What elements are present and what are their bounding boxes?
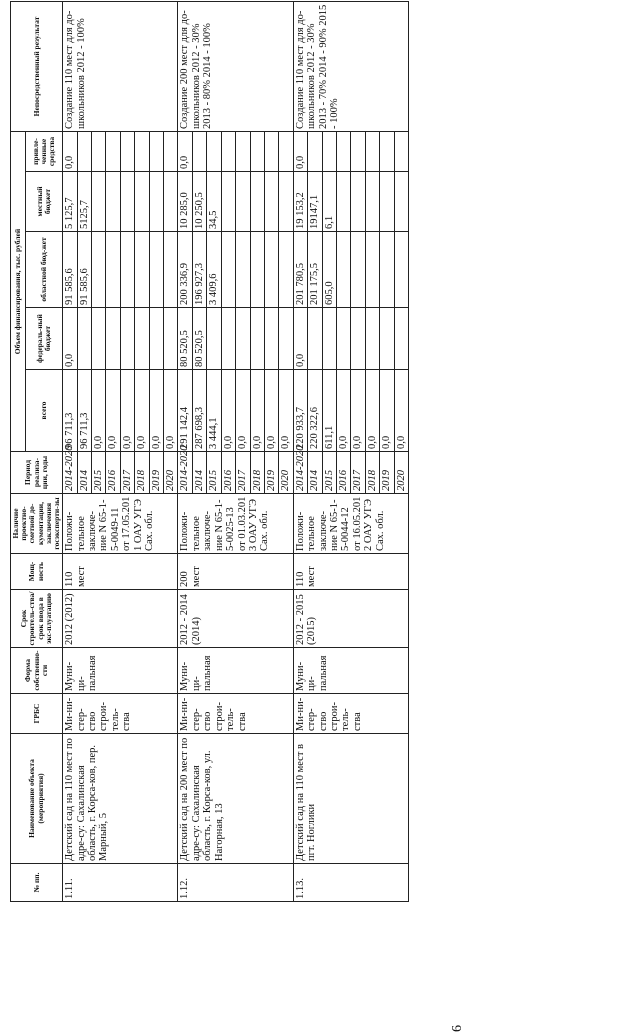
capacity-cell: 110 мест [293, 554, 408, 590]
local-amount-cell [120, 172, 134, 232]
period-year-cell: 2014-2020 [178, 452, 192, 494]
local-amount-cell [135, 172, 149, 232]
federal-amount-cell: 0,0 [293, 308, 307, 370]
program-objects-table [10, 1, 409, 902]
period-year-cell: 2014 [77, 452, 91, 494]
total-amount-cell: 0,0 [351, 370, 365, 452]
attracted-amount-cell [380, 131, 394, 171]
federal-amount-cell [92, 308, 106, 370]
header-result: Непосредственный результат [11, 1, 63, 131]
regional-amount-cell: 201 175,5 [308, 232, 322, 308]
local-amount-cell [250, 172, 264, 232]
attracted-amount-cell [164, 131, 178, 171]
table-row [178, 1, 192, 901]
total-amount-cell: 0,0 [120, 370, 134, 452]
total-amount-cell: 96 711,3 [77, 370, 91, 452]
header-grbs: ГРБС [11, 694, 63, 734]
period-year-cell: 2014 [192, 452, 206, 494]
federal-amount-cell: 80 520,5 [192, 308, 206, 370]
federal-amount-cell [279, 308, 293, 370]
regional-amount-cell [164, 232, 178, 308]
period-year-cell: 2014 [308, 452, 322, 494]
local-amount-cell [92, 172, 106, 232]
header-local: местный бюджет [26, 172, 63, 232]
local-amount-cell: 10 285,0 [178, 172, 192, 232]
attracted-amount-cell [336, 131, 350, 171]
period-year-cell: 2019 [149, 452, 163, 494]
regional-amount-cell: 196 927,3 [192, 232, 206, 308]
federal-amount-cell [322, 308, 336, 370]
attracted-amount-cell [221, 131, 235, 171]
regional-amount-cell: 605,0 [322, 232, 336, 308]
table-row [63, 1, 77, 901]
attracted-amount-cell [365, 131, 379, 171]
attracted-amount-cell: 0,0 [293, 131, 307, 171]
local-amount-cell [365, 172, 379, 232]
federal-amount-cell [236, 308, 250, 370]
federal-amount-cell [77, 308, 91, 370]
federal-amount-cell [351, 308, 365, 370]
federal-amount-cell [120, 308, 134, 370]
period-year-cell: 2016 [106, 452, 120, 494]
local-amount-cell: 5125,7 [77, 172, 91, 232]
rotated-table-area [10, 2, 630, 1032]
federal-amount-cell [264, 308, 278, 370]
local-amount-cell: 5 125,7 [63, 172, 77, 232]
regional-amount-cell [221, 232, 235, 308]
period-year-cell: 2020 [394, 452, 408, 494]
header-total: всего [26, 370, 63, 452]
local-amount-cell [264, 172, 278, 232]
period-year-cell: 2020 [164, 452, 178, 494]
period-year-cell: 2020 [279, 452, 293, 494]
federal-amount-cell [250, 308, 264, 370]
capacity-cell: 110 мест [63, 554, 178, 590]
documentation-cell: Положи-тельное заключе-ние N 65-1-5-0049-11 от 17.05.201 1 ОАУ УГЭ Сах. обл. [63, 494, 178, 554]
period-year-cell: 2014-2020 [293, 452, 307, 494]
federal-amount-cell [149, 308, 163, 370]
total-amount-cell: 611,1 [322, 370, 336, 452]
table-body [63, 1, 409, 901]
period-year-cell: 2019 [380, 452, 394, 494]
result-cell: Создание 110 мест для до-школьников 2012 - 100% [63, 1, 178, 131]
result-cell: Создание 110 мест для до-школьников 2012 - 30% 2013 - 70% 2014 - 90% 2015 - 100% [293, 1, 408, 131]
page-number: 6 [450, 1025, 465, 1032]
attracted-amount-cell: 0,0 [178, 131, 192, 171]
total-amount-cell: 220 322,6 [308, 370, 322, 452]
attracted-amount-cell [394, 131, 408, 171]
row-number-cell: 1.12. [178, 864, 293, 902]
federal-amount-cell [394, 308, 408, 370]
local-amount-cell [279, 172, 293, 232]
attracted-amount-cell [135, 131, 149, 171]
attracted-amount-cell [92, 131, 106, 171]
period-year-cell: 2015 [207, 452, 221, 494]
attracted-amount-cell [77, 131, 91, 171]
capacity-cell: 200 мест [178, 554, 293, 590]
total-amount-cell: 0,0 [264, 370, 278, 452]
regional-amount-cell [380, 232, 394, 308]
term-cell: 2012 (2012) [63, 590, 178, 648]
header-row-1 [11, 1, 26, 901]
header-federal: федераль-ный бюджет [26, 308, 63, 370]
period-year-cell: 2017 [236, 452, 250, 494]
local-amount-cell [164, 172, 178, 232]
attracted-amount-cell: 0,0 [63, 131, 77, 171]
header-regional: областной бюд-жет [26, 232, 63, 308]
term-cell: 2012 - 2014 (2014) [178, 590, 293, 648]
total-amount-cell: 0,0 [164, 370, 178, 452]
federal-amount-cell [106, 308, 120, 370]
attracted-amount-cell [149, 131, 163, 171]
regional-amount-cell [264, 232, 278, 308]
attracted-amount-cell [250, 131, 264, 171]
period-year-cell: 2019 [264, 452, 278, 494]
regional-amount-cell [106, 232, 120, 308]
total-amount-cell: 0,0 [106, 370, 120, 452]
period-year-cell: 2014-2020 [63, 452, 77, 494]
row-number-cell: 1.11. [63, 864, 178, 902]
regional-amount-cell: 91 585,6 [63, 232, 77, 308]
federal-amount-cell: 80 520,5 [178, 308, 192, 370]
federal-amount-cell: 0,0 [63, 308, 77, 370]
local-amount-cell [221, 172, 235, 232]
row-number-cell: 1.13. [293, 864, 408, 902]
period-year-cell: 2015 [92, 452, 106, 494]
federal-amount-cell [380, 308, 394, 370]
local-amount-cell [380, 172, 394, 232]
local-amount-cell: 10 250,5 [192, 172, 206, 232]
attracted-amount-cell [120, 131, 134, 171]
ownership-cell: Муни-ци-пальная [178, 648, 293, 694]
ownership-cell: Муни-ци-пальная [63, 648, 178, 694]
object-name-cell: Детский сад на 110 мест в пгт. Ноглики [293, 734, 408, 864]
period-year-cell: 2018 [250, 452, 264, 494]
total-amount-cell: 0,0 [149, 370, 163, 452]
regional-amount-cell [351, 232, 365, 308]
ownership-cell: Муни-ци-пальная [293, 648, 408, 694]
local-amount-cell [236, 172, 250, 232]
total-amount-cell: 0,0 [336, 370, 350, 452]
total-amount-cell: 0,0 [236, 370, 250, 452]
federal-amount-cell [365, 308, 379, 370]
federal-amount-cell [308, 308, 322, 370]
local-amount-cell [149, 172, 163, 232]
header-capacity: Мощ-ность [11, 554, 63, 590]
result-cell: Создание 200 мест для до-школьников 2012 - 30% 2013 - 80% 2014 - 100% [178, 1, 293, 131]
total-amount-cell: 0,0 [380, 370, 394, 452]
federal-amount-cell [135, 308, 149, 370]
regional-amount-cell [250, 232, 264, 308]
total-amount-cell: 0,0 [365, 370, 379, 452]
attracted-amount-cell [236, 131, 250, 171]
attracted-amount-cell [192, 131, 206, 171]
total-amount-cell: 0,0 [250, 370, 264, 452]
grbs-cell: Ми-ни-стер-ство строи-тель-ства [293, 694, 408, 734]
total-amount-cell: 287 698,3 [192, 370, 206, 452]
regional-amount-cell [279, 232, 293, 308]
period-year-cell: 2017 [351, 452, 365, 494]
local-amount-cell: 6,1 [322, 172, 336, 232]
object-name-cell: Детский сад на 200 мест по адре-су: Сахалинская область, г. Корса-ков, ул. Нагорная, 13 [178, 734, 293, 864]
header-attracted: привле-ченные средства [26, 131, 63, 171]
regional-amount-cell [135, 232, 149, 308]
regional-amount-cell [149, 232, 163, 308]
attracted-amount-cell [322, 131, 336, 171]
regional-amount-cell: 91 585,6 [77, 232, 91, 308]
federal-amount-cell [336, 308, 350, 370]
header-docs: Наличие проектно-сметной до-кументации, заключения госэксперти-зы [11, 494, 63, 554]
federal-amount-cell [221, 308, 235, 370]
federal-amount-cell [207, 308, 221, 370]
period-year-cell: 2018 [365, 452, 379, 494]
regional-amount-cell [236, 232, 250, 308]
local-amount-cell [336, 172, 350, 232]
attracted-amount-cell [308, 131, 322, 171]
regional-amount-cell [365, 232, 379, 308]
regional-amount-cell: 200 336,9 [178, 232, 192, 308]
regional-amount-cell: 3 409,6 [207, 232, 221, 308]
grbs-cell: Ми-ни-стер-ство строи-тель-ства [178, 694, 293, 734]
term-cell: 2012 - 2015 (2015) [293, 590, 408, 648]
period-year-cell: 2016 [336, 452, 350, 494]
attracted-amount-cell [207, 131, 221, 171]
total-amount-cell: 0,0 [92, 370, 106, 452]
regional-amount-cell [92, 232, 106, 308]
period-year-cell: 2015 [322, 452, 336, 494]
period-year-cell: 2017 [120, 452, 134, 494]
header-name: Наименование объекта (мероприятия) [11, 734, 63, 864]
total-amount-cell: 3 444,1 [207, 370, 221, 452]
attracted-amount-cell [264, 131, 278, 171]
local-amount-cell [394, 172, 408, 232]
attracted-amount-cell [279, 131, 293, 171]
regional-amount-cell [336, 232, 350, 308]
attracted-amount-cell [351, 131, 365, 171]
total-amount-cell: 291 142,4 [178, 370, 192, 452]
total-amount-cell: 220 933,7 [293, 370, 307, 452]
grbs-cell: Ми-ни-стер-ство строи-тель-ства [63, 694, 178, 734]
documentation-cell: Положи-тельное заключе-ние N 65-1-5-0044-12 от 16.05.201 2 ОАУ УГЭ Сах. обл. [293, 494, 408, 554]
total-amount-cell: 0,0 [279, 370, 293, 452]
documentation-cell: Положи-тельное заключе-ние N 65-1-5-0025-13 от 01.03.201 3 ОАУ УГЭ Сах. обл. [178, 494, 293, 554]
federal-amount-cell [164, 308, 178, 370]
attracted-amount-cell [106, 131, 120, 171]
local-amount-cell: 34,5 [207, 172, 221, 232]
header-finance: Объем финансирования, тыс. рублей [11, 131, 26, 451]
total-amount-cell: 0,0 [135, 370, 149, 452]
table-row [293, 1, 307, 901]
local-amount-cell [106, 172, 120, 232]
header-period: Период реализа-ции, годы [11, 452, 63, 494]
regional-amount-cell [120, 232, 134, 308]
total-amount-cell: 0,0 [394, 370, 408, 452]
header-ownership: Форма собственно-сти [11, 648, 63, 694]
regional-amount-cell [394, 232, 408, 308]
local-amount-cell [351, 172, 365, 232]
local-amount-cell: 19147,1 [308, 172, 322, 232]
object-name-cell: Детский сад на 110 мест по адре-су: Сахалинская область, г. Корса-ков, пер. Марный, 5 [63, 734, 178, 864]
period-year-cell: 2018 [135, 452, 149, 494]
local-amount-cell: 19 153,2 [293, 172, 307, 232]
period-year-cell: 2016 [221, 452, 235, 494]
header-num: № пп. [11, 864, 63, 902]
total-amount-cell: 96 711,3 [63, 370, 77, 452]
regional-amount-cell: 201 780,5 [293, 232, 307, 308]
header-term: Срок строитель-ства/срок ввода в экс-плуатацию [11, 590, 63, 648]
total-amount-cell: 0,0 [221, 370, 235, 452]
